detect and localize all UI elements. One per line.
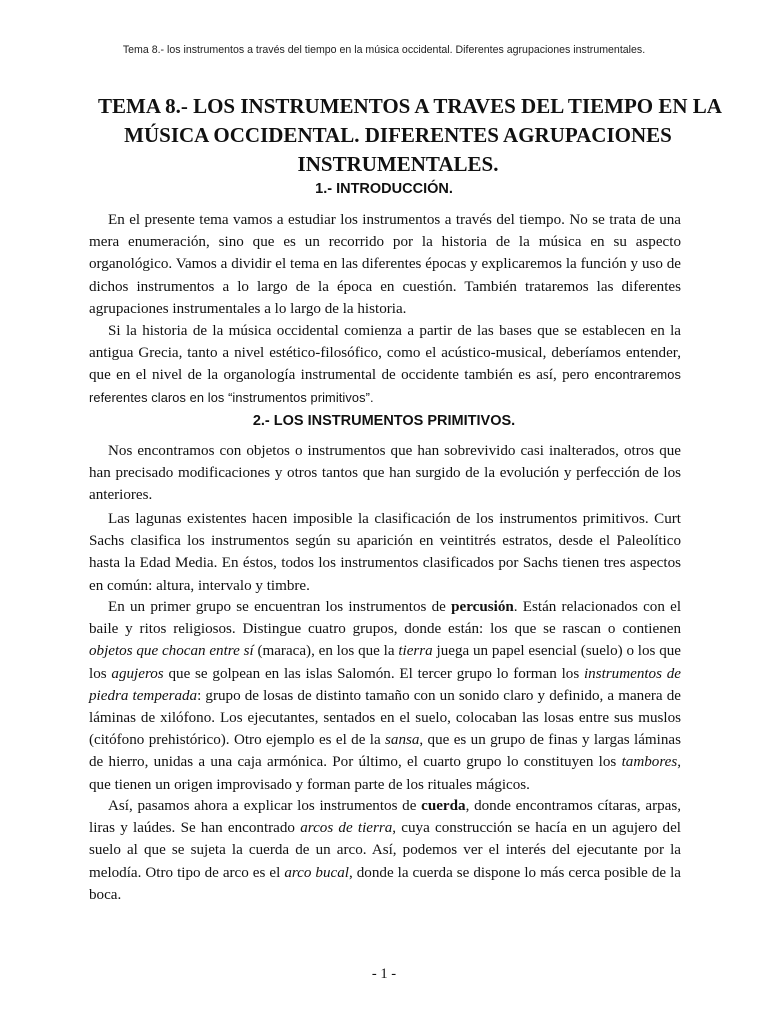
running-header: Tema 8.- los instrumentos a través del tiempo en la música occidental. Diferentes agrupaciones instrumentales.	[122, 44, 646, 56]
paragraph	[89, 508, 681, 597]
text-run: , que tienen un origen improvisado y forman parte de los rituales mágicos.	[89, 754, 681, 793]
paragraph-tail: encontraremos referentes claros en los “instrumentos primitivos”.	[89, 367, 681, 405]
text-run: (maraca), en los que la	[253, 643, 399, 660]
text-run: . Están relacionados con el baile y ritos religiosos. Distingue cuatro grupos, donde están: los que se rascan o contienen	[89, 599, 682, 638]
text-run: , donde la cuerda se dispone lo más cerca posible de la boca.	[89, 864, 681, 903]
italic-term: tierra	[398, 643, 433, 660]
title-line-1: TEMA 8.- LOS INSTRUMENTOS A TRAVES DEL TIEMPO EN LA	[98, 94, 722, 118]
italic-term: sansa	[385, 732, 420, 749]
title-line-2: MÚSICA OCCIDENTAL. DIFERENTES AGRUPACIONES	[124, 123, 672, 147]
page-number: - 1 -	[371, 966, 397, 982]
text-run: En un primer grupo se encuentran los instrumentos de	[108, 599, 452, 615]
paragraph	[89, 795, 681, 906]
text-run: Así, pasamos ahora a explicar los instrumentos de	[108, 798, 422, 814]
paragraph-text: Nos encontramos con objetos o instrumentos que han sobrevivido casi inalterados, otros que han precisado modificaciones y otros tantos que han surgido de la evolución y perfección de los anteriores.	[89, 443, 681, 504]
document-title	[98, 92, 722, 179]
text-run: , que es un grupo de finas y largas láminas de hierro, unidas a una caja armónica. Por último, el cuarto grupo lo constituyen los	[89, 732, 681, 771]
paragraph-text: Si la historia de la música occidental comienza a partir de las bases que se establecen en la antigua Grecia, tanto a nivel estético-filosófico, como el acústico-musical, deberíamos entender, que en el nivel de la organología instrumental de occidente también es así, pero	[89, 323, 681, 384]
paragraph-text: En el presente tema vamos a estudiar los instrumentos a través del tiempo. No se trata de una mera enumeración, sino que es un recorrido por la historia de la música en su aspecto organológico. Vamos a dividir el tema en las diferentes épocas y explicaremos la función y uso de dichos instrumentos a lo largo de la época en cuestión. También trataremos las diferentes agrupaciones instrumentales a lo largo de la historia.	[89, 212, 681, 317]
text-run: que se golpean en las islas Salomón. El tercer grupo lo forman los	[163, 665, 584, 682]
italic-term: arco bucal	[284, 864, 349, 881]
italic-term: arcos de tierra	[300, 820, 393, 837]
bold-term-cuerda: cuerda	[421, 798, 466, 814]
italic-term: instrumentos de piedra temperada	[89, 665, 682, 704]
section-heading-instrumentos-primitivos: 2.- LOS INSTRUMENTOS PRIMITIVOS.	[252, 413, 516, 429]
text-run: , cuya construcción se hacía en un agujero del suelo al que se sujeta la cuerda de un arco. Así, podemos ver el interés del ejecutante por la melodía. Otro tipo de arco es el	[89, 820, 681, 881]
italic-term: objetos que chocan entre sí	[89, 643, 254, 660]
section-heading-introduccion: 1.- INTRODUCCIÓN.	[315, 181, 453, 197]
paragraph-text: Las lagunas existentes hacen imposible la clasificación de los instrumentos primitivos. Curt Sachs clasifica los instrumentos según su aparición en veintitrés estratos, desde el Paleolítico hasta la Edad Media. En éstos, todos los instrumentos clasificados por Sachs tienen tres aspectos en común: altura, intervalo y timbre.	[89, 511, 681, 594]
italic-term: agujeros	[111, 665, 164, 682]
bold-term-percusion: percusión	[451, 599, 514, 615]
paragraph	[89, 209, 681, 320]
paragraph	[89, 320, 681, 409]
paragraph	[89, 596, 681, 796]
text-run: : grupo de losas de distinto tamaño con un sonido claro y definido, a manera de láminas de xilófono. Los ejecutantes, sentados en el suelo, colocaban las losas entre sus muslos (citófono prehistórico). Otro ejemplo es el de la	[89, 687, 681, 749]
italic-term: tambores	[621, 754, 678, 771]
text-run: , donde encontramos cítaras, arpas, liras y laúdes. Se han encontrado	[89, 798, 682, 837]
paragraph	[89, 440, 681, 507]
title-line-3: INSTRUMENTALES.	[297, 152, 499, 176]
text-run: juega un papel esencial (suelo) o los que los	[89, 643, 681, 682]
